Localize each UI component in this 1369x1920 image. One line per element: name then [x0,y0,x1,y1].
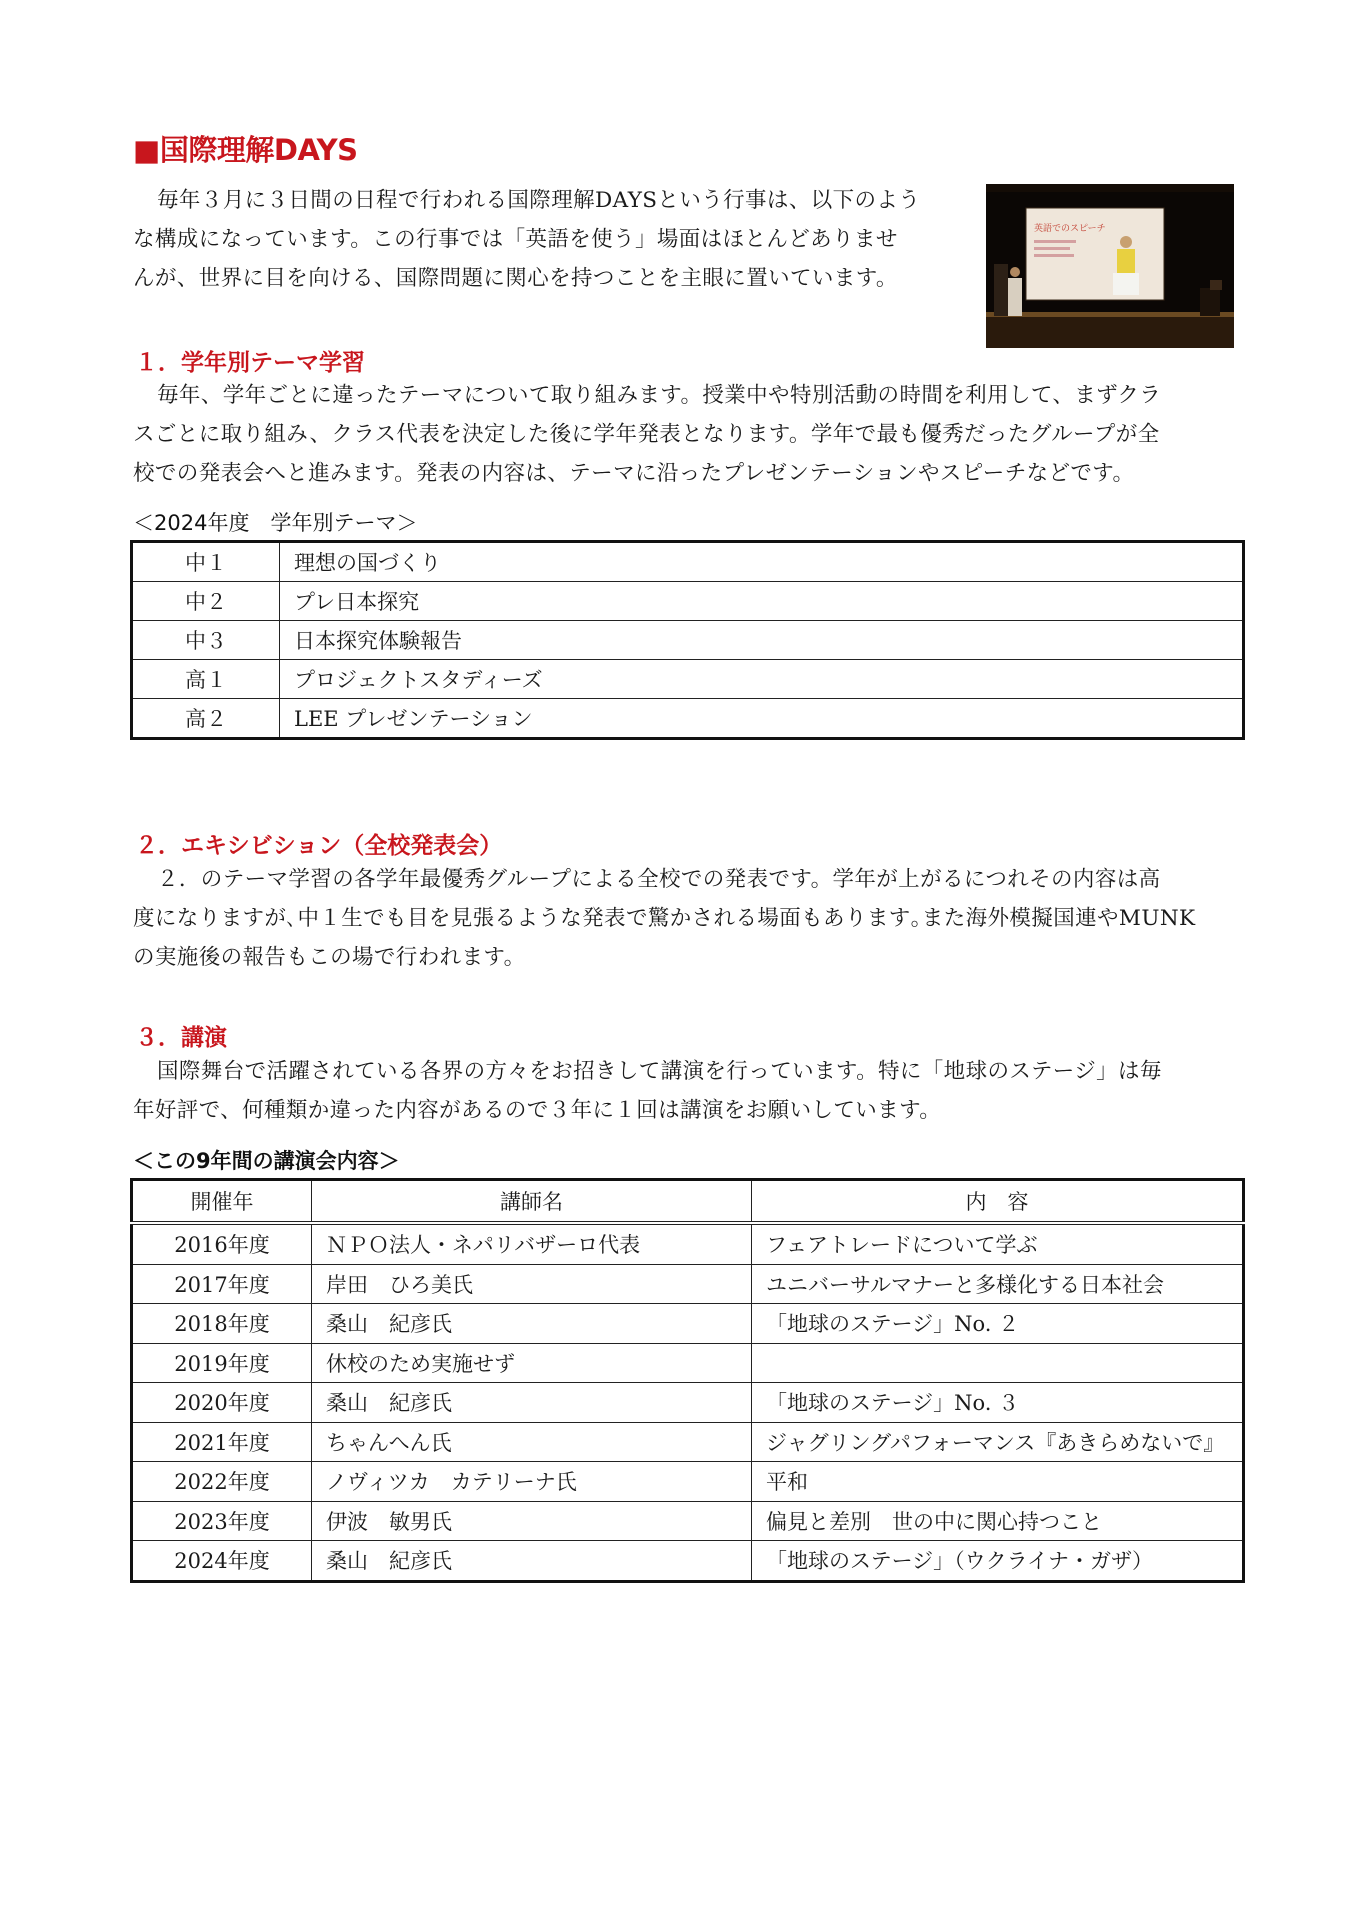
year-cell: 2019年度 [132,1343,312,1383]
speech-photo [986,184,1234,348]
theme-table [130,540,1245,740]
grade-cell: 中３ [132,621,280,660]
speaker-cell: 伊波 敏男氏 [312,1501,752,1541]
content-cell: ユニバーサルマナーと多様化する日本社会 [752,1264,1244,1304]
section-1-line-2: スごとに取り組み、クラス代表を決定した後に学年発表となります。学年で最も優秀だったグループが全 [133,422,1160,447]
theme-table-caption: ＜2024年度 学年別テーマ＞ [133,511,418,535]
section-1-line-1: 毎年、学年ごとに違ったテーマについて取り組みます。授業中や特別活動の時間を利用して、まずクラ [157,383,1162,408]
speaker-cell: 桑山 紀彦氏 [312,1383,752,1423]
year-cell: 2023年度 [132,1501,312,1541]
content-cell: 「地球のステージ」（ウクライナ・ガザ） [752,1541,1244,1582]
year-cell: 2020年度 [132,1383,312,1423]
section-2-paragraph [133,860,1248,977]
topic-cell: 理想の国づくり [294,551,441,575]
speaker-cell: ちゃんへん氏 [312,1422,752,1462]
section-1-paragraph [133,376,1248,493]
topic-cell: プレ日本探究 [280,582,1244,621]
grade-cell: 中２ [132,582,280,621]
table-row [132,1422,1244,1462]
section-1-line-3: 校での発表会へと進みます。発表の内容は、テーマに沿ったプレゼンテーションやスピーチなどです。 [133,461,1135,486]
intro-paragraph [133,181,973,298]
section-3-line-2: 年好評で、何種類か違った内容があるので３年に１回は講演をお願いしています。 [133,1098,942,1123]
grade-cell: 高１ [132,660,280,699]
column-header-content: 内 容 [965,1190,1029,1214]
lecture-table [130,1178,1245,1583]
topic-cell: 日本探究体験報告 [280,621,1244,660]
speaker-cell: ノヴィツカ カテリーナ氏 [312,1462,752,1502]
table-row [132,1223,1244,1264]
section-2-line-2: 度になりますが､中１生でも目を見張るような発表で驚かされる場面もあります｡また海外模擬国連やMUNK [133,906,1196,931]
section-1-heading: １．学年別テーマ学習 [135,350,365,376]
year-cell: 2022年度 [132,1462,312,1502]
content-cell: 「地球のステージ」No. ２ [752,1304,1244,1344]
year-cell: 2018年度 [132,1304,312,1344]
lecture-table-caption: ＜この9年間の講演会内容＞ [133,1149,400,1173]
intro-line-3: んが、世界に目を向ける、国際問題に関心を持つことを主眼に置いています。 [133,266,898,291]
content-cell: 平和 [752,1462,1244,1502]
section-3-heading: ３．講演 [135,1025,227,1051]
section-2-heading: ２．エキシビション（全校発表会） [135,833,503,859]
speaker-cell: 岸田 ひろ美氏 [312,1264,752,1304]
topic-cell: LEE プレゼンテーション [280,699,1244,739]
column-header-year: 開催年 [132,1180,312,1224]
year-cell: 2017年度 [132,1264,312,1304]
year-cell: 2016年度 [132,1223,312,1264]
content-cell: フェアトレードについて学ぶ [752,1223,1244,1264]
section-2-line-3: の実施後の報告もこの場で行われます。 [133,945,526,970]
content-cell [752,1343,1244,1383]
intro-line-1: 毎年３月に３日間の日程で行われる国際理解DAYSという行事は、以下のよう [157,188,921,213]
table-row [132,1264,1244,1304]
content-cell: ジャグリングパフォーマンス『あきらめないで』 [752,1422,1244,1462]
content-cell: 「地球のステージ」No. ３ [752,1383,1244,1423]
speaker-cell: 桑山 紀彦氏 [312,1541,752,1582]
table-row [132,542,1244,582]
stage-scene-image [986,184,1234,348]
section-3-line-1: 国際舞台で活躍されている各界の方々をお招きして講演を行っています。特に「地球のステージ」は毎 [157,1059,1162,1084]
speaker-cell: 桑山 紀彦氏 [312,1304,752,1344]
table-row [132,582,1244,621]
table-row [132,1541,1244,1582]
table-row [132,1462,1244,1502]
screen-title-text: 英語でのスピーチ [1034,224,1106,234]
table-row [132,699,1244,739]
section-2-line-1: ２．のテーマ学習の各学年最優秀グループによる全校での発表です。学年が上がるにつれその内容は高 [157,867,1161,892]
section-3-paragraph [133,1052,1248,1130]
table-row [132,1343,1244,1383]
grade-cell: 高２ [132,699,280,739]
table-row [132,621,1244,660]
table-header-row [132,1180,1244,1224]
column-header-speaker: 講師名 [312,1180,752,1224]
table-row [132,660,1244,699]
topic-cell: プロジェクトスタディーズ [280,660,1244,699]
table-row [132,1501,1244,1541]
page-title: ■国際理解DAYS [133,133,358,167]
speaker-cell: 休校のため実施せず [312,1343,752,1383]
year-cell: 2021年度 [132,1422,312,1462]
table-row [132,1304,1244,1344]
year-cell: 2024年度 [132,1541,312,1582]
content-cell: 偏見と差別 世の中に関心持つこと [752,1501,1244,1541]
table-row [132,1383,1244,1423]
grade-cell: 中１ [132,542,280,582]
speaker-cell: ＮＰＯ法人・ネパリバザーロ代表 [312,1223,752,1264]
intro-line-2: な構成になっています。この行事では「英語を使う」場面はほとんどありませ [133,227,898,252]
